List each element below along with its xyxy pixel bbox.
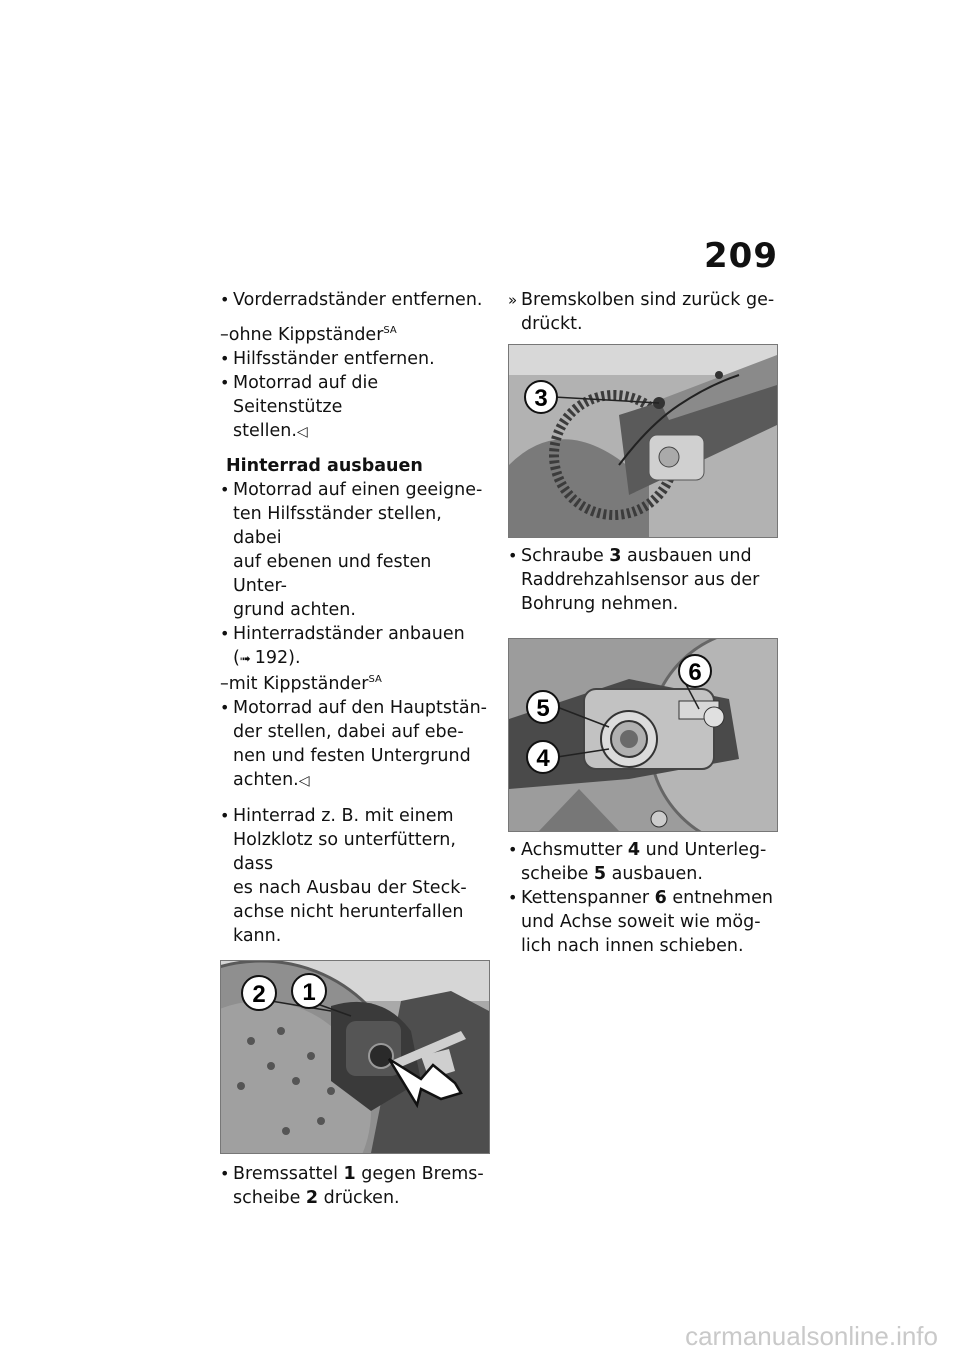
condition-with-kickstand: –mit Kippständer$^{SA}$: [220, 674, 382, 694]
watermark: carmanualsonline.info: [685, 1321, 938, 1351]
step-support-wheel: • Hinterrad z. B. mit einem Holzklotz so unterfüttern, dass es nach Ausbau der Steck- achse nicht herunterfallen kann.: [220, 804, 490, 948]
end-marker-icon: ◁: [296, 424, 308, 440]
right-column: [508, 288, 778, 958]
sa-marker: SA: [383, 325, 397, 336]
speed-sensor-photo: [509, 345, 777, 537]
step-remove-aux-stand: • Hilfsständer entfernen.: [220, 347, 490, 371]
sa-marker: SA: [368, 674, 382, 685]
step-press-caliper: • Bremssattel 1 gegen Brems- scheibe 2 drücken.: [220, 1162, 490, 1210]
callout-2: 2: [252, 981, 266, 1008]
step-rear-stand: • Hinterradständer anbauen (➟ 192).: [220, 622, 490, 672]
step-remove-front-stand: • Vorderradständer entfernen.: [220, 288, 490, 312]
axle-nut-photo: [509, 639, 777, 831]
figure-speed-sensor: [508, 344, 778, 538]
brake-caliper-photo: [221, 961, 489, 1153]
step-remove-axle-nut: • Achsmutter 4 und Unterleg- scheibe 5 ausbauen.: [508, 838, 778, 886]
end-marker-icon: ◁: [298, 773, 310, 789]
callout-5: 5: [536, 695, 550, 722]
step-remove-chain-adjuster: • Kettenspanner 6 entnehmen und Achse soweit wie mög- lich nach innen schieben.: [508, 886, 778, 958]
step-side-stand: • Motorrad auf die Seitenstütze stellen.◁: [220, 371, 490, 444]
step-aux-stand: • Motorrad auf einen geeigne- ten Hilfsständer stellen, dabei auf ebenen und festen Unter- grund achten.: [220, 478, 490, 622]
page-reference[interactable]: 192).: [254, 648, 301, 668]
figure-brake-caliper: [220, 960, 490, 1154]
section-heading: Hinterrad ausbauen: [226, 456, 423, 476]
callout-3: 3: [534, 385, 548, 412]
left-column: [220, 288, 490, 1210]
callout-6: 6: [688, 659, 702, 686]
step-main-stand: • Motorrad auf den Hauptstän- der stellen, dabei auf ebe- nen und festen Untergrund achten.◁: [220, 696, 490, 793]
figure-axle-nut: [508, 638, 778, 832]
condition-without-kickstand: –ohne Kippständer$^{SA}$: [220, 325, 397, 345]
page-reference-icon: ➟: [239, 652, 251, 667]
page-number: 209: [704, 236, 778, 276]
result-pistons-pressed: » Bremskolben sind zurück ge- drückt.: [508, 290, 775, 334]
callout-4: 4: [536, 745, 550, 772]
step-remove-screw: • Schraube 3 ausbauen und Raddrehzahlsensor aus der Bohrung nehmen.: [508, 544, 778, 616]
callout-1: 1: [302, 979, 316, 1006]
result-arrow-icon: »: [508, 291, 518, 309]
